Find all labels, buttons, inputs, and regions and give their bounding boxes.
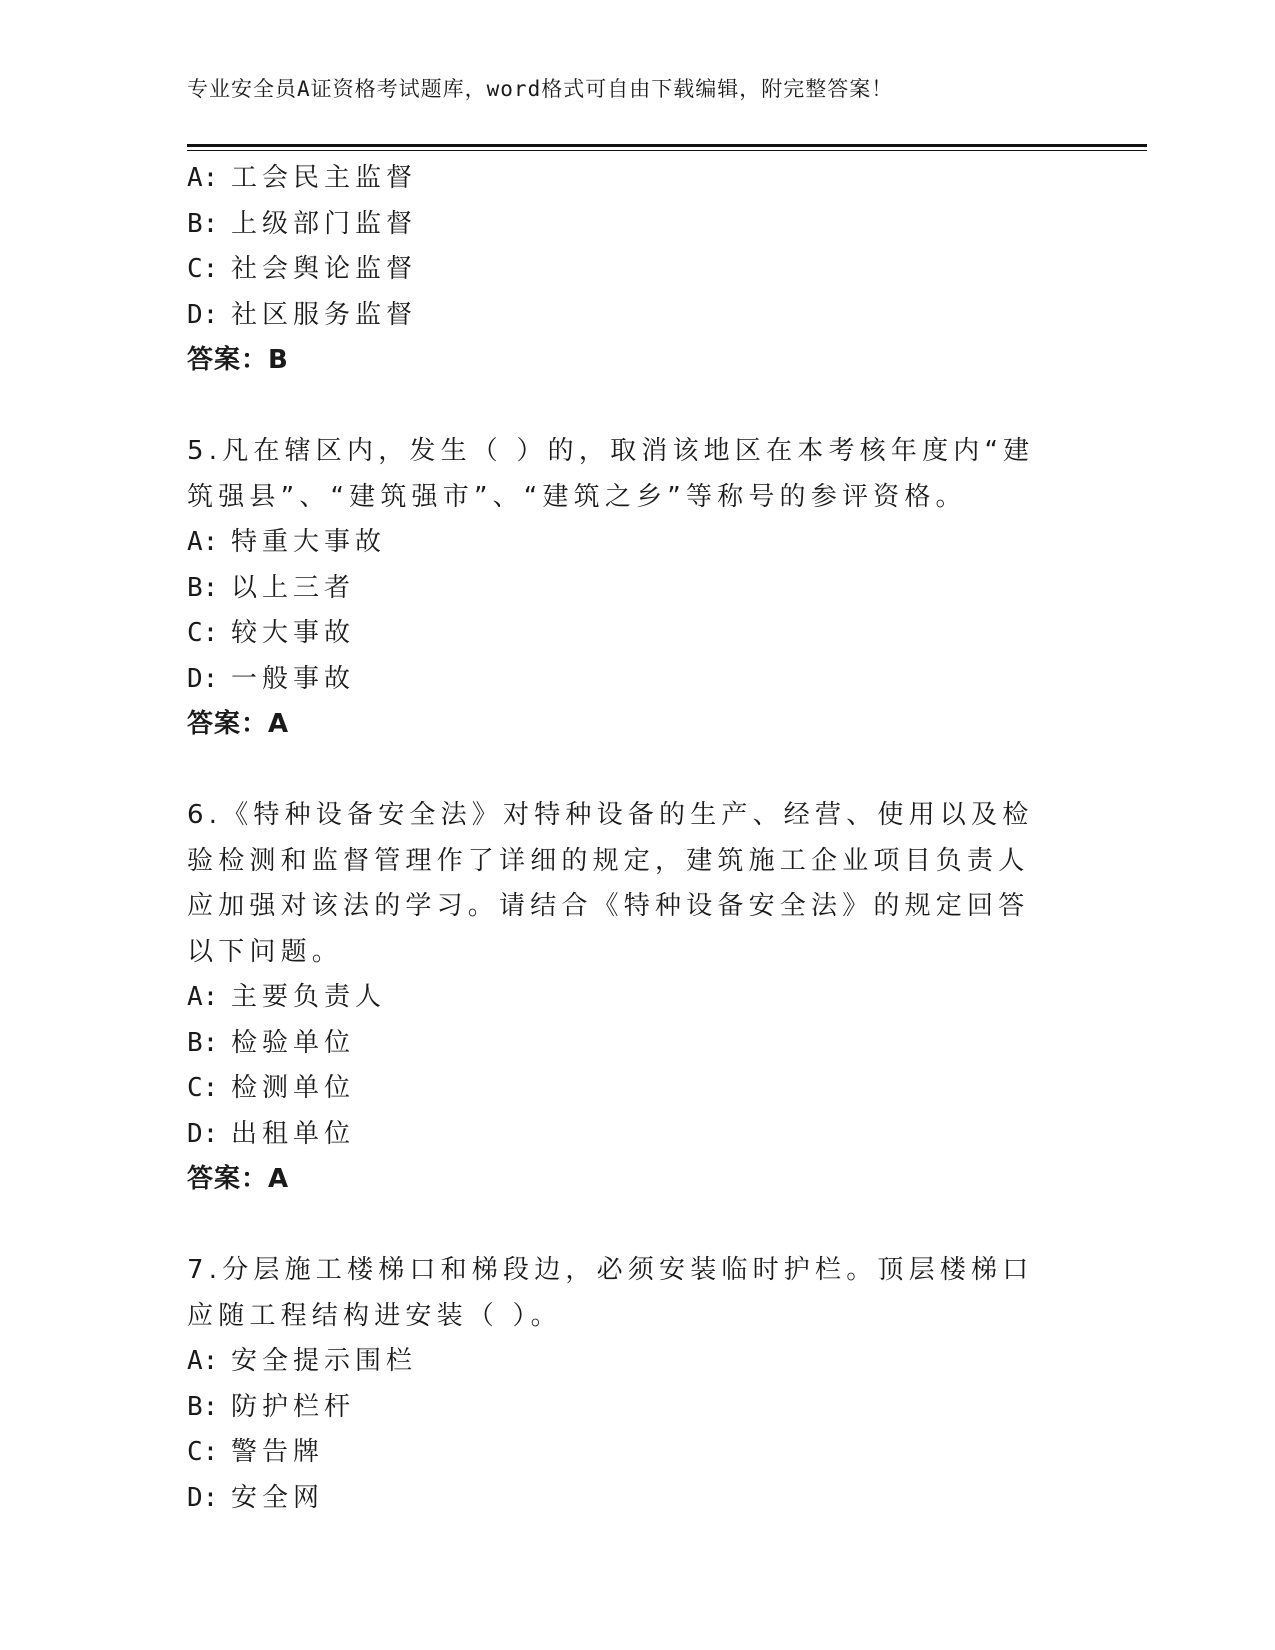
option-text: 较大事故 — [231, 618, 356, 648]
option-key: B: — [187, 1027, 219, 1058]
option-b — [187, 1385, 1087, 1431]
header-divider — [187, 144, 1147, 147]
option-d — [187, 1476, 1087, 1522]
option-b — [187, 566, 1087, 612]
answer-line: 答案：A — [187, 709, 290, 739]
option-key: D: — [187, 299, 219, 330]
answer-line: 答案：A — [187, 1164, 290, 1194]
option-text: 警告牌 — [231, 1437, 325, 1467]
option-key: A: — [187, 163, 219, 193]
option-a — [187, 975, 1087, 1021]
page-header: 专业安全员A证资格考试题库，word格式可自由下载编辑，附完整答案！ — [187, 77, 894, 101]
option-key: D: — [187, 663, 219, 694]
option-text: 上级部门监督 — [231, 208, 418, 239]
option-key: D: — [187, 1118, 219, 1149]
option-text: 检测单位 — [231, 1073, 356, 1103]
option-key: B: — [187, 1391, 219, 1422]
option-text: 特重大事故 — [231, 527, 387, 557]
option-key: C: — [187, 254, 219, 284]
option-key: A: — [187, 1346, 219, 1376]
option-key: C: — [187, 618, 219, 648]
option-key: A: — [187, 982, 219, 1012]
option-a — [187, 520, 1087, 566]
answer-line: 答案：B — [187, 345, 289, 375]
question-text: 5.凡在辖区内，发生（ ）的，取消该地区在本考核年度内“建筑强县”、“建筑强市”、“建筑之乡”等称号的参评资格。 — [187, 436, 1035, 512]
option-text: 出租单位 — [231, 1118, 356, 1149]
option-text: 社区服务监督 — [231, 299, 418, 330]
option-key: C: — [187, 1437, 219, 1467]
option-text: 检验单位 — [231, 1027, 356, 1058]
option-c — [187, 1066, 1087, 1112]
option-text: 以上三者 — [231, 572, 356, 603]
option-key: D: — [187, 1482, 219, 1513]
option-c — [187, 1430, 1087, 1476]
option-key: C: — [187, 1073, 219, 1103]
question-text: 6.《特种设备安全法》对特种设备的生产、经营、使用以及检验检测和监督管理作了详细的规定，建筑施工企业项目负责人应加强对该法的学习。请结合《特种设备安全法》的规定回答以下问题。 — [187, 800, 1034, 967]
option-text: 社会舆论监督 — [231, 254, 418, 284]
question-text: 7.分层施工楼梯口和梯段边，必须安装临时护栏。顶层楼梯口应随工程结构进安装（ ）。 — [187, 1255, 1034, 1331]
option-text: 防护栏杆 — [231, 1391, 356, 1422]
option-key: B: — [187, 208, 219, 239]
option-b — [187, 1021, 1087, 1067]
header-divider-thin — [187, 150, 1147, 151]
spacer — [187, 748, 1087, 794]
question-content — [187, 156, 1087, 1521]
spacer — [187, 384, 1087, 430]
option-b — [187, 202, 1087, 248]
spacer — [187, 1203, 1087, 1249]
option-text: 主要负责人 — [231, 982, 387, 1012]
option-d — [187, 1112, 1087, 1158]
option-a — [187, 156, 1087, 202]
option-text: 安全提示围栏 — [231, 1346, 418, 1376]
option-text: 工会民主监督 — [231, 163, 418, 193]
option-key: A: — [187, 527, 219, 557]
option-d — [187, 657, 1087, 703]
option-text: 安全网 — [231, 1482, 325, 1513]
option-c — [187, 247, 1087, 293]
option-a — [187, 1339, 1087, 1385]
option-text: 一般事故 — [231, 663, 356, 694]
option-d — [187, 293, 1087, 339]
option-key: B: — [187, 572, 219, 603]
option-c — [187, 611, 1087, 657]
